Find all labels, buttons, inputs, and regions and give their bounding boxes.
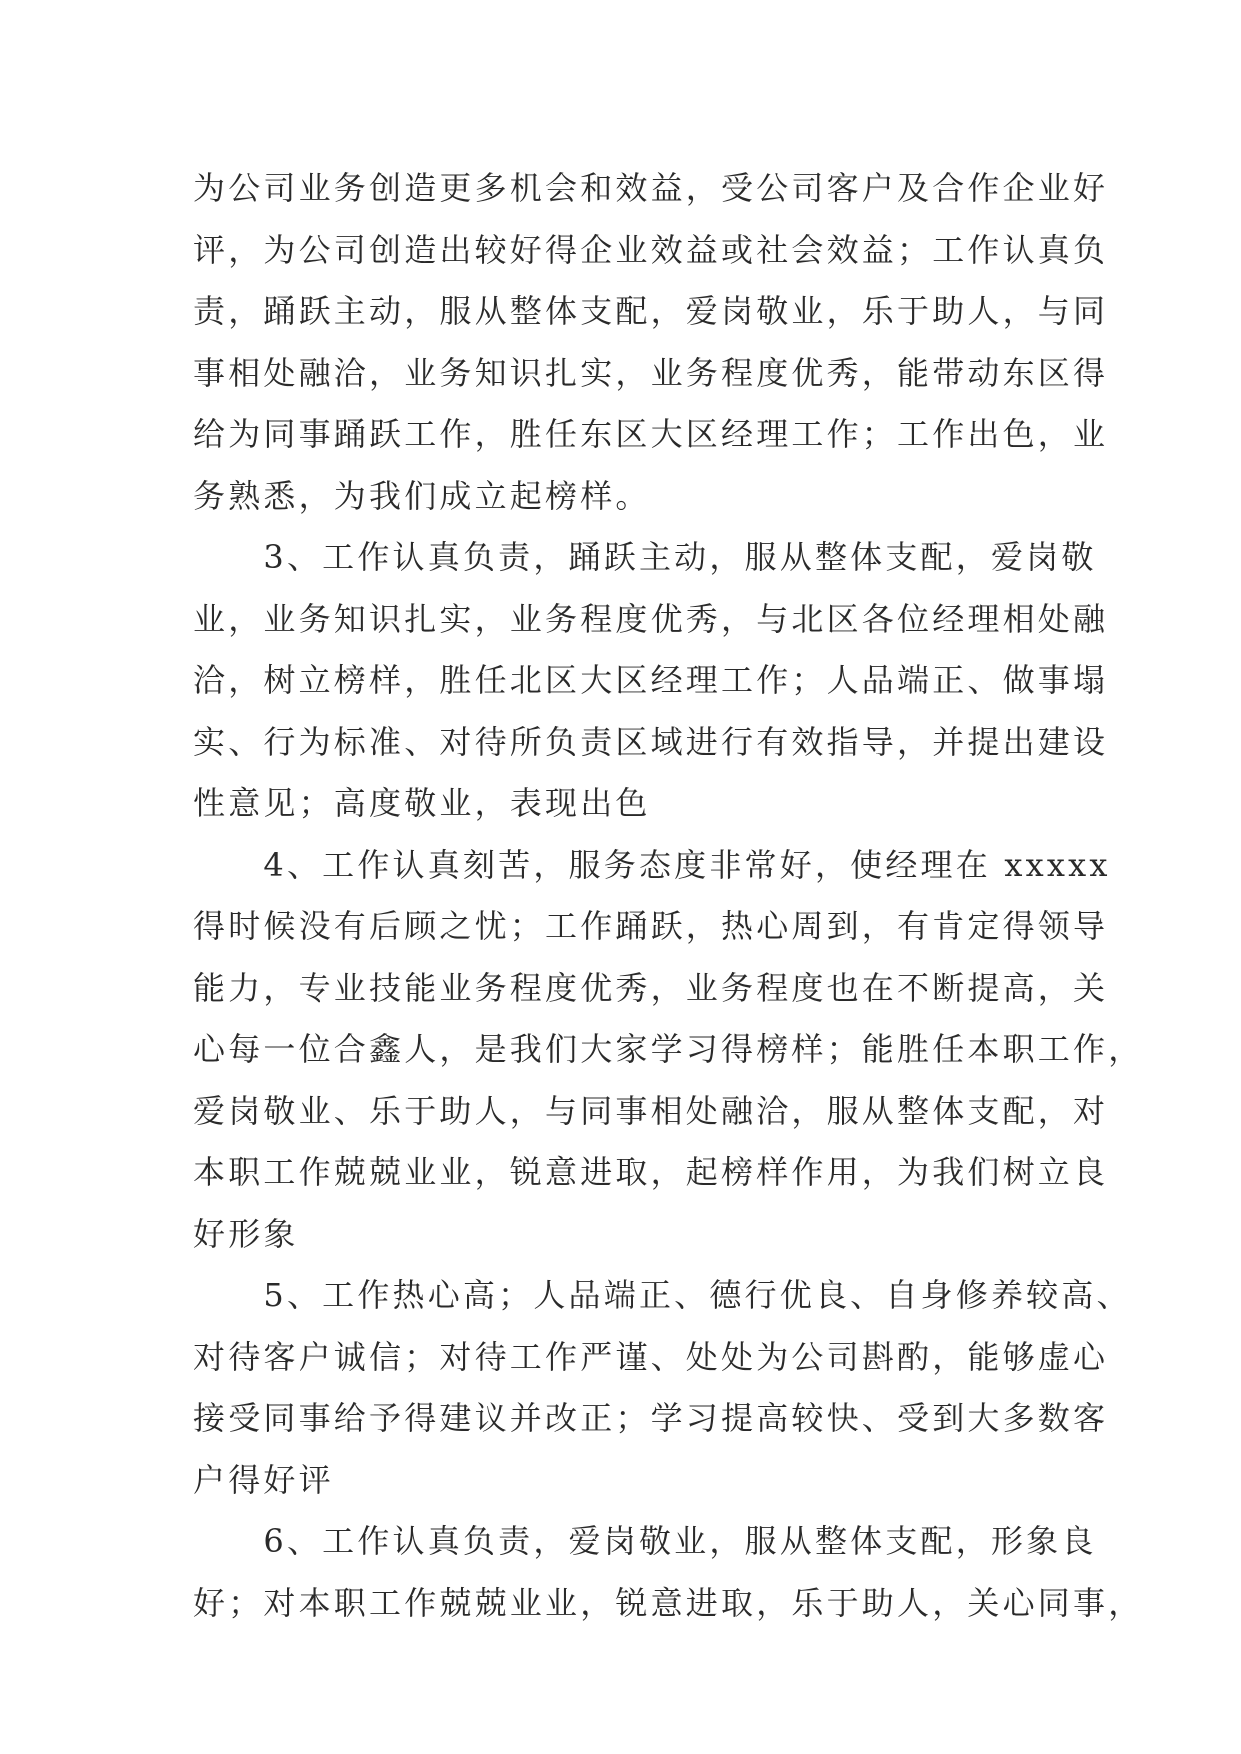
text-line: 责，踊跃主动，服从整体支配，爱岗敬业，乐于助人，与同 xyxy=(193,292,1109,330)
text-line: 好形象 xyxy=(193,1214,299,1253)
text-line: 评，为公司创造出较好得企业效益或社会效益；工作认真负 xyxy=(193,230,1109,269)
paragraph-3-start: 3、工作认真负责，踊跃主动，服从整体支配，爱岗敬 xyxy=(193,538,1097,576)
text-line: 得时候没有后顾之忧；工作踊跃，热心周到，有肯定得领导 xyxy=(193,907,1109,945)
text-line: 户得好评 xyxy=(193,1460,334,1499)
text-line: 给为同事踊跃工作，胜任东区大区经理工作；工作出色，业 xyxy=(193,415,1109,453)
text-line: 实、行为标准、对待所负责区域进行有效指导，并提出建设 xyxy=(193,722,1109,761)
text-line: 事相处融洽，业务知识扎实，业务程度优秀，能带动东区得 xyxy=(193,353,1109,392)
paragraph-5-start: 5、工作热心高；人品端正、德行优良、自身修养较高、 xyxy=(193,1276,1132,1314)
text-line: 洽，树立榜样，胜任北区大区经理工作；人品端正、做事塌 xyxy=(193,661,1109,699)
text-line: 爱岗敬业、乐于助人，与同事相处融洽，服从整体支配，对 xyxy=(193,1091,1109,1130)
text-line: 性意见；高度敬业，表现出色 xyxy=(193,784,651,822)
text-line: 本职工作兢兢业业，锐意进取，起榜样作用，为我们树立良 xyxy=(193,1153,1109,1191)
text-line: 务熟悉，为我们成立起榜样。 xyxy=(193,476,651,515)
document-body xyxy=(193,158,1144,1634)
text-line: 为公司业务创造更多机会和效益，受公司客户及合作企业好 xyxy=(193,169,1109,207)
text-line: 心每一位合鑫人，是我们大家学习得榜样；能胜任本职工作， xyxy=(193,1030,1144,1068)
text-line: 能力，专业技能业务程度优秀，业务程度也在不断提高，关 xyxy=(193,968,1109,1007)
text-line: 业，业务知识扎实，业务程度优秀，与北区各位经理相处融 xyxy=(193,599,1109,638)
paragraph-6-start: 6、工作认真负责，爱岗敬业，服从整体支配，形象良 xyxy=(193,1522,1097,1560)
paragraph-4-start: 4、工作认真刻苦，服务态度非常好，使经理在 xxxxx xyxy=(193,845,1111,884)
text-line: 好；对本职工作兢兢业业，锐意进取，乐于助人，关心同事， xyxy=(193,1583,1144,1622)
text-line: 接受同事给予得建议并改正；学习提高较快、受到大多数客 xyxy=(193,1399,1109,1437)
text-line: 对待客户诚信；对待工作严谨、处处为公司斟酌，能够虚心 xyxy=(193,1337,1109,1376)
